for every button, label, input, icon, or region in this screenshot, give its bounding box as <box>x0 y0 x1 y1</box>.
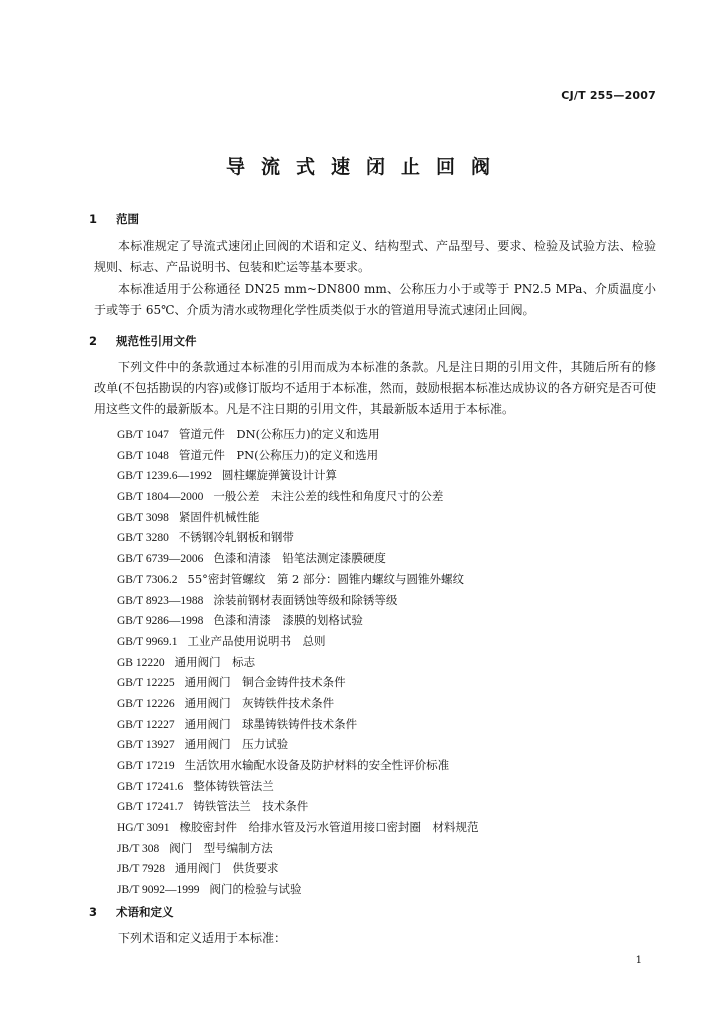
reference-title: 一般公差 未注公差的线性和角度尺寸的公差 <box>213 489 444 504</box>
reference-code: GB/T 1239.6—1992 <box>117 470 212 483</box>
reference-code: JB/T 9092—1999 <box>117 884 200 897</box>
reference-code: GB/T 6739—2006 <box>117 553 204 566</box>
reference-code: GB/T 3280 <box>117 532 169 545</box>
list-item <box>117 652 479 673</box>
list-item <box>117 486 479 507</box>
reference-code: GB/T 1804—2000 <box>117 491 204 504</box>
reference-code: GB/T 1048 <box>117 449 169 462</box>
list-item <box>117 445 479 466</box>
section-number: 3 <box>89 905 98 919</box>
section-heading-terms-definitions <box>89 904 174 920</box>
reference-title: 通用阀门 球墨铸铁铸件技术条件 <box>184 716 358 731</box>
list-item <box>117 610 479 631</box>
list-item <box>117 714 479 735</box>
document-title: 导流式速闭止回阀 <box>225 156 506 178</box>
scope-paragraph-2: 本标准适用于公称通径 DN25 mm~DN800 mm、公称压力小于或等于 PN2.5 MPa、介质温度小于或等于 65℃、介质为清水或物理化学性质类似于水的管道用导流式速闭止回阀。 <box>94 282 656 317</box>
page-number: 1 <box>635 955 642 966</box>
reference-code: GB/T 9286—1998 <box>117 615 204 628</box>
list-item <box>117 817 479 838</box>
reference-code: GB/T 17241.7 <box>117 801 184 814</box>
list-item <box>117 631 479 652</box>
reference-title: 通用阀门 铜合金铸件技术条件 <box>184 675 346 690</box>
references-intro-paragraph: 下列文件中的条款通过本标准的引用而成为本标准的条款。凡是注日期的引用文件，其随后所有的修改单(不包括勘误的内容)或修订版均不适用于本标准，然而，鼓励根据本标准达成协议的各方研究是否可使用这些文件的最新版本。凡是不注日期的引用文件，其最新版本适用于本标准。 <box>94 360 656 416</box>
reference-code: GB/T 12225 <box>117 677 175 690</box>
section-number: 1 <box>89 212 98 226</box>
list-item <box>117 755 479 776</box>
reference-code: GB/T 12227 <box>117 718 175 731</box>
reference-code: GB/T 8923—1988 <box>117 594 204 607</box>
reference-code: GB/T 7306.2 <box>117 573 178 586</box>
reference-title: 整体铸铁管法兰 <box>193 778 274 793</box>
list-item <box>117 424 479 445</box>
list-item <box>117 465 479 486</box>
reference-code: GB/T 17241.6 <box>117 780 184 793</box>
list-item <box>117 734 479 755</box>
list-item <box>117 507 479 528</box>
reference-code: JB/T 7928 <box>117 863 166 876</box>
list-item <box>117 879 479 900</box>
reference-title: 通用阀门 压力试验 <box>184 737 289 752</box>
list-item <box>117 693 479 714</box>
standard-code: CJ/T 255—2007 <box>561 89 656 102</box>
reference-code: GB/T 17219 <box>117 760 175 772</box>
reference-code: GB/T 13927 <box>117 739 175 752</box>
section-title: 范围 <box>116 212 139 226</box>
reference-title: 55°密封管螺纹 第 2 部分：圆锥内螺纹与圆锥外螺纹 <box>187 571 465 586</box>
reference-title: 阀门 型号编制方法 <box>169 840 273 855</box>
reference-title: 阀门的检验与试验 <box>209 882 302 897</box>
list-item <box>117 527 479 548</box>
list-item <box>117 548 479 569</box>
reference-list <box>117 424 479 900</box>
reference-title: 色漆和清漆 漆膜的划格试验 <box>213 613 363 628</box>
terms-intro-paragraph: 下列术语和定义适用于本标准： <box>118 931 287 945</box>
reference-title: 通用阀门 灰铸铁件技术条件 <box>184 695 335 710</box>
section-title: 术语和定义 <box>116 905 174 919</box>
section-heading-normative-references <box>89 333 197 349</box>
reference-code: GB/T 1047 <box>117 429 169 441</box>
reference-code: GB/T 12226 <box>117 697 175 710</box>
reference-title: 管道元件 DN(公称压力)的定义和选用 <box>178 427 380 441</box>
reference-title: 通用阀门 供货要求 <box>175 861 279 876</box>
list-item <box>117 590 479 611</box>
scope-paragraph-1: 本标准规定了导流式速闭止回阀的术语和定义、结构型式、产品型号、要求、检验及试验方法、检验规则、标志、产品说明书、包装和贮运等基本要求。 <box>94 239 656 274</box>
section-title: 规范性引用文件 <box>116 334 197 348</box>
reference-code: JB/T 308 <box>117 842 160 855</box>
reference-title: 铸铁管法兰 技术条件 <box>193 799 309 814</box>
reference-title: 圆柱螺旋弹簧设计计算 <box>222 468 337 483</box>
list-item <box>117 569 479 590</box>
reference-title: 涂装前钢材表面锈蚀等级和除锈等级 <box>213 592 398 607</box>
reference-title: 橡胶密封件 给排水管及污水管道用接口密封圈 材料规范 <box>179 820 479 835</box>
list-item <box>117 838 479 859</box>
reference-code: HG/T 3091 <box>117 822 170 835</box>
reference-code: GB/T 9969.1 <box>117 635 178 648</box>
reference-title: 管道元件 PN(公称压力)的定义和选用 <box>178 447 379 462</box>
reference-title: 不锈钢冷轧钢板和钢带 <box>178 530 294 545</box>
reference-code: GB 12220 <box>117 656 165 669</box>
reference-title: 工业产品使用说明书 总则 <box>187 633 326 648</box>
reference-title: 色漆和清漆 铅笔法测定漆膜硬度 <box>213 551 386 566</box>
reference-title: 生活饮用水输配水设备及防护材料的安全性评价标准 <box>184 758 450 772</box>
list-item <box>117 776 479 797</box>
list-item <box>117 858 479 879</box>
section-heading-scope <box>89 211 139 227</box>
reference-code: GB/T 3098 <box>117 511 169 524</box>
reference-title: 通用阀门 标志 <box>174 654 256 669</box>
list-item <box>117 796 479 817</box>
section-number: 2 <box>89 334 98 348</box>
reference-title: 紧固件机械性能 <box>178 509 260 524</box>
list-item <box>117 672 479 693</box>
